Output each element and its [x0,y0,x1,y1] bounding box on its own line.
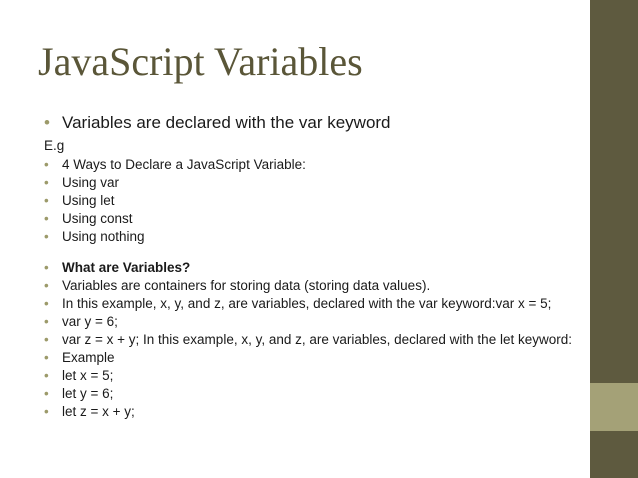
text-line: E.g [44,138,65,153]
bullet-item: • let x = 5; [44,368,114,383]
bullet-item: • Variables are containers for storing data (storing data values). [44,278,431,293]
bullet-dot-icon: • [44,113,50,132]
bullet-dot-icon: • [44,368,49,383]
bullet-dot-icon: • [44,278,49,293]
bullet-dot-icon: • [44,260,49,275]
bullet-dot-icon: • [44,157,49,172]
slide-title: JavaScript Variables [38,39,363,84]
bullet-item-heading: • What are Variables? [44,260,191,275]
bullet-item: • Variables are declared with the var keyword [44,113,391,132]
bullet-dot-icon: • [44,314,49,329]
bullet-item: • let y = 6; [44,386,114,401]
bullet-item: • Using const [44,211,133,226]
bullet-item: • Using var [44,175,120,190]
bullet-item: • let z = x + y; [44,404,135,419]
bullet-item: • 4 Ways to Declare a JavaScript Variable: [44,157,306,172]
bullet-dot-icon: • [44,332,49,347]
bullet-dot-icon: • [44,350,49,365]
bullet-dot-icon: • [44,193,49,208]
bullet-item: • Using nothing [44,229,145,244]
bullet-dot-icon: • [44,386,49,401]
bullet-item: • In this example, x, y, and z, are variables, declared with the var keyword:var x = 5; [44,296,552,311]
bullet-dot-icon: • [44,229,49,244]
bullet-item: • Using let [44,193,115,208]
bullet-dot-icon: • [44,211,49,226]
slide-body [44,112,574,421]
side-accent-block [590,383,638,431]
bullet-item: • Example [44,350,115,365]
bullet-item: • var y = 6; [44,314,118,329]
bullet-dot-icon: • [44,296,49,311]
bullet-dot-icon: • [44,404,49,419]
bullet-item: • var z = x + y; In this example, x, y, and z, are variables, declared with the let keyword: [44,332,572,347]
bullet-dot-icon: • [44,175,49,190]
